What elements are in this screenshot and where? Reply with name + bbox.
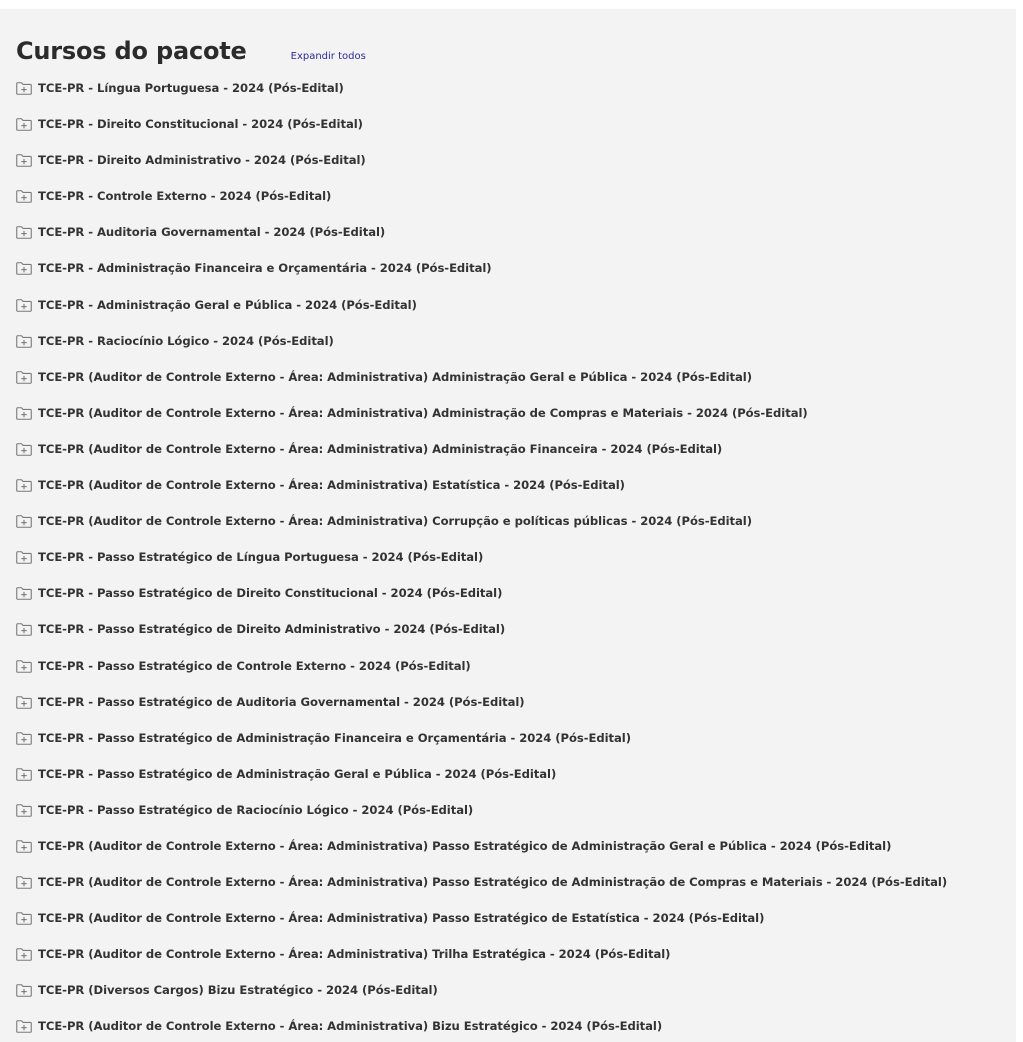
course-title[interactable]: TCE-PR - Direito Administrativo - 2024 (Pós-Edital) — [38, 153, 366, 168]
course-item[interactable] — [16, 260, 947, 296]
course-item[interactable] — [16, 116, 947, 152]
folder-plus-icon[interactable] — [16, 407, 32, 420]
course-title[interactable]: TCE-PR (Auditor de Controle Externo - Área: Administrativa) Passo Estratégico de Administração Geral e Pública - 2024 (Pós-Edital) — [38, 838, 892, 853]
folder-plus-icon[interactable] — [16, 804, 32, 817]
folder-plus-icon[interactable] — [16, 623, 32, 636]
folder-plus-icon[interactable] — [16, 262, 32, 275]
course-title[interactable]: TCE-PR (Auditor de Controle Externo - Área: Administrativa) Estatística - 2024 (Pós-Edital) — [38, 478, 625, 493]
page-title: Cursos do pacote — [16, 37, 247, 65]
course-item[interactable] — [16, 766, 947, 802]
course-item[interactable] — [16, 802, 947, 838]
course-title[interactable]: TCE-PR - Auditoria Governamental - 2024 (Pós-Edital) — [38, 225, 386, 240]
course-title[interactable]: TCE-PR - Passo Estratégico de Direito Administrativo - 2024 (Pós-Edital) — [38, 622, 506, 637]
panel-header — [16, 37, 366, 65]
course-item[interactable] — [16, 224, 947, 260]
courses-panel — [0, 9, 1016, 1042]
folder-plus-icon[interactable] — [16, 371, 32, 384]
course-title[interactable]: TCE-PR (Auditor de Controle Externo - Área: Administrativa) Administração Geral e Pública - 2024 (Pós-Edital) — [38, 369, 752, 384]
course-title[interactable]: TCE-PR - Passo Estratégico de Raciocínio Lógico - 2024 (Pós-Edital) — [38, 802, 474, 817]
folder-plus-icon[interactable] — [16, 912, 32, 925]
course-title[interactable]: TCE-PR (Auditor de Controle Externo - Área: Administrativa) Administração de Compras e Materiais - 2024 (Pós-Edital) — [38, 405, 808, 420]
course-title[interactable]: TCE-PR (Auditor de Controle Externo - Área: Administrativa) Bizu Estratégico - 2024 (Pós-Edital) — [38, 1019, 663, 1034]
course-item[interactable] — [16, 910, 947, 946]
folder-plus-icon[interactable] — [16, 696, 32, 709]
folder-plus-icon[interactable] — [16, 82, 32, 95]
folder-plus-icon[interactable] — [16, 479, 32, 492]
course-item[interactable] — [16, 405, 947, 441]
folder-plus-icon[interactable] — [16, 660, 32, 673]
course-title[interactable]: TCE-PR - Controle Externo - 2024 (Pós-Edital) — [38, 189, 332, 204]
course-title[interactable]: TCE-PR (Auditor de Controle Externo - Área: Administrativa) Passo Estratégico de Administração de Compras e Materiais - 2024 (Pós-Edital) — [38, 875, 948, 890]
folder-plus-icon[interactable] — [16, 226, 32, 239]
folder-plus-icon[interactable] — [16, 732, 32, 745]
course-title[interactable]: TCE-PR - Passo Estratégico de Direito Constitucional - 2024 (Pós-Edital) — [38, 586, 503, 601]
course-title[interactable]: TCE-PR - Raciocínio Lógico - 2024 (Pós-Edital) — [38, 333, 334, 348]
course-item[interactable] — [16, 441, 947, 477]
folder-plus-icon[interactable] — [16, 551, 32, 564]
folder-plus-icon[interactable] — [16, 299, 32, 312]
course-item[interactable] — [16, 333, 947, 369]
course-title[interactable]: TCE-PR - Administração Geral e Pública - 2024 (Pós-Edital) — [38, 297, 417, 312]
course-title[interactable]: TCE-PR (Auditor de Controle Externo - Área: Administrativa) Trilha Estratégica - 2024 (Pós-Edital) — [38, 947, 671, 962]
folder-plus-icon[interactable] — [16, 587, 32, 600]
expand-all-link[interactable]: Expandir todos — [290, 51, 366, 62]
course-item[interactable] — [16, 549, 947, 585]
course-item[interactable] — [16, 694, 947, 730]
course-title[interactable]: TCE-PR - Administração Financeira e Orçamentária - 2024 (Pós-Edital) — [38, 261, 492, 276]
folder-plus-icon[interactable] — [16, 768, 32, 781]
course-list — [16, 80, 947, 1042]
course-item[interactable] — [16, 621, 947, 657]
folder-plus-icon[interactable] — [16, 840, 32, 853]
folder-plus-icon[interactable] — [16, 876, 32, 889]
course-item[interactable] — [16, 658, 947, 694]
folder-plus-icon[interactable] — [16, 190, 32, 203]
course-item[interactable] — [16, 730, 947, 766]
folder-plus-icon[interactable] — [16, 984, 32, 997]
course-title[interactable]: TCE-PR - Passo Estratégico de Auditoria Governamental - 2024 (Pós-Edital) — [38, 694, 525, 709]
course-item[interactable] — [16, 188, 947, 224]
course-title[interactable]: TCE-PR - Passo Estratégico de Administração Financeira e Orçamentária - 2024 (Pós-Edital) — [38, 730, 631, 745]
course-item[interactable] — [16, 838, 947, 874]
course-title[interactable]: TCE-PR - Passo Estratégico de Controle Externo - 2024 (Pós-Edital) — [38, 658, 471, 673]
course-title[interactable]: TCE-PR - Passo Estratégico de Administração Geral e Pública - 2024 (Pós-Edital) — [38, 766, 557, 781]
course-item[interactable] — [16, 585, 947, 621]
folder-plus-icon[interactable] — [16, 1020, 32, 1033]
course-item[interactable] — [16, 80, 947, 116]
course-title[interactable]: TCE-PR - Direito Constitucional - 2024 (Pós-Edital) — [38, 117, 363, 132]
folder-plus-icon[interactable] — [16, 948, 32, 961]
course-item[interactable] — [16, 946, 947, 982]
folder-plus-icon[interactable] — [16, 443, 32, 456]
course-title[interactable]: TCE-PR (Auditor de Controle Externo - Área: Administrativa) Passo Estratégico de Estatística - 2024 (Pós-Edital) — [38, 911, 765, 926]
folder-plus-icon[interactable] — [16, 118, 32, 131]
folder-plus-icon[interactable] — [16, 515, 32, 528]
folder-plus-icon[interactable] — [16, 154, 32, 167]
course-title[interactable]: TCE-PR (Auditor de Controle Externo - Área: Administrativa) Administração Financeira - 2024 (Pós-Edital) — [38, 441, 723, 456]
course-title[interactable]: TCE-PR (Auditor de Controle Externo - Área: Administrativa) Corrupção e políticas públicas - 2024 (Pós-Edital) — [38, 514, 752, 529]
course-item[interactable] — [16, 874, 947, 910]
course-item[interactable] — [16, 369, 947, 405]
course-item[interactable] — [16, 1018, 947, 1042]
course-title[interactable]: TCE-PR - Língua Portuguesa - 2024 (Pós-Edital) — [38, 81, 344, 95]
course-item[interactable] — [16, 982, 947, 1018]
course-item[interactable] — [16, 513, 947, 549]
course-item[interactable] — [16, 152, 947, 188]
course-title[interactable]: TCE-PR - Passo Estratégico de Língua Portuguesa - 2024 (Pós-Edital) — [38, 550, 484, 565]
course-item[interactable] — [16, 477, 947, 513]
course-title[interactable]: TCE-PR (Diversos Cargos) Bizu Estratégico - 2024 (Pós-Edital) — [38, 983, 438, 998]
course-item[interactable] — [16, 297, 947, 333]
folder-plus-icon[interactable] — [16, 335, 32, 348]
